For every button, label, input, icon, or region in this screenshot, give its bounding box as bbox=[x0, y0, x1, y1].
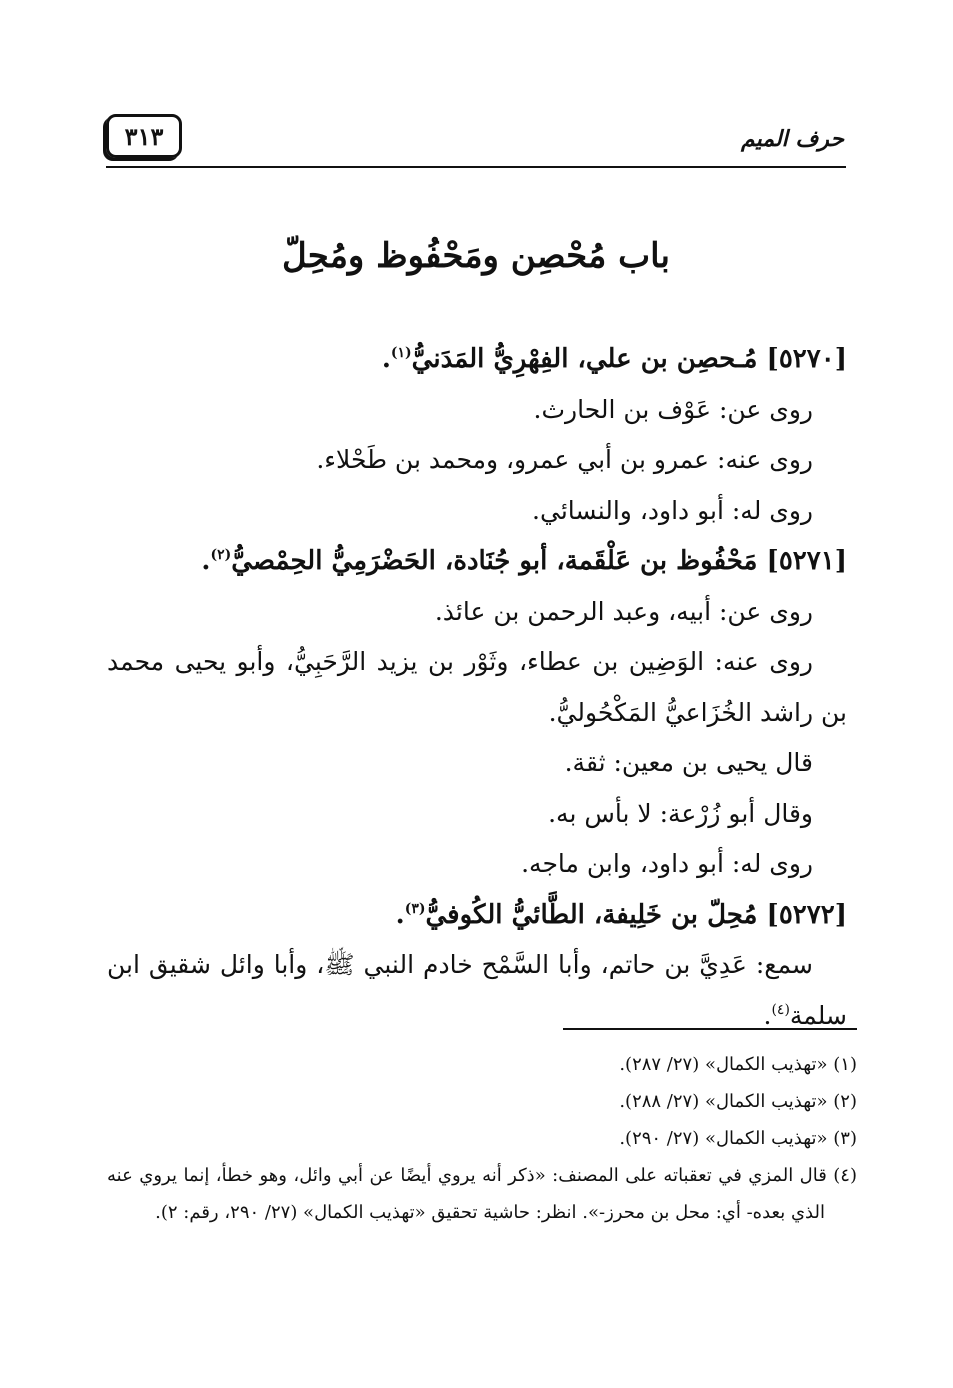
header-rule bbox=[106, 166, 846, 168]
entry-heading: [٥٢٧١] مَحْفُوظ بن عَلْقَمة، أبو جُنَادة، الحَضْرَمِيُّ الحِمْصيُّ$^{(٢)}$. bbox=[201, 546, 847, 576]
footnote-marker: (١) bbox=[390, 345, 412, 361]
footnote: (٢) «تهذيب الكمال» (٢٧/ ٢٨٨). bbox=[619, 1091, 857, 1112]
page-header bbox=[106, 112, 846, 166]
entry-paragraph-text: سمع: عَدِيَّ بن حاتم، وأبا السَّمْح خادم النبي ﷺ، وأبا وائل شقيق ابن سلمة bbox=[107, 950, 847, 1030]
footnote-marker: (٤) bbox=[771, 1001, 790, 1018]
chapter-title: باب مُحْصِن ومَحْفُوظ ومُحِلّ bbox=[282, 236, 670, 276]
footnote: (١) «تهذيب الكمال» (٢٧/ ٢٨٧). bbox=[619, 1054, 857, 1075]
entry-heading-text: [٥٢٧٠] مُـحصِن بن علي، الفِهْرِيُّ المَدَنيُّ bbox=[411, 344, 847, 374]
footnote: (٣) «تهذيب الكمال» (٢٧/ ٢٩٠). bbox=[619, 1128, 857, 1149]
entry-line: روى عن: أبيه، وعبد الرحمن بن عائذ. bbox=[434, 596, 813, 626]
entry-line: روى له: أبو داود، والنسائي. bbox=[532, 495, 813, 525]
entry-heading: [٥٢٧٢] مُحِلّ بن خَلِيفة، الطَّائيُّ الكُوفيُّ$^{(٣)}$. bbox=[395, 899, 847, 930]
main-text bbox=[107, 334, 847, 1041]
running-title: حرف الميم bbox=[740, 126, 844, 152]
entry-paragraph: روى عنه: الوَضِين بن عطاء، وثَوْر بن يزيد الرَّحَبِيُّ، وأبو يحيى محمد بن راشد الخُزَاعيُّ المَكْحُوليُّ. bbox=[107, 647, 847, 727]
footnote-marker: (٢) bbox=[210, 547, 232, 563]
footnote: (٤) قال المزي في تعقباته على المصنف: «ذكر أنه يروي أيضًا عن أبي وائل، وهو خطأ، إنما يروي عنه الذي بعده- أي: محل بن محرز-». انظر: حاشية تحقيق «تهذيب الكمال» (٢٧/ ٢٩٠، رقم: ٢). bbox=[107, 1165, 857, 1223]
footnote-marker: (٣) bbox=[404, 900, 426, 917]
entry-line: روى له: أبو داود، وابن ماجه. bbox=[521, 849, 813, 878]
entry-paragraph: سمع: عَدِيَّ بن حاتم، وأبا السَّمْح خادم النبي ﷺ، وأبا وائل شقيق ابن سلمة$^{(٤)}$. bbox=[107, 950, 847, 1030]
entry-line: وقال أبو زُرْعة: لا بأس به. bbox=[548, 798, 813, 828]
footnote-separator bbox=[563, 1028, 857, 1030]
entry-line: قال يحيى بن معين: ثقة. bbox=[564, 748, 813, 777]
entry-heading-text: [٥٢٧٢] مُحِلّ بن خَلِيفة، الطَّائيُّ الكُوفيُّ bbox=[425, 899, 847, 930]
entry-heading: [٥٢٧٠] مُـحصِن بن علي، الفِهْرِيُّ المَدَنيُّ$^{(١)}$. bbox=[381, 344, 847, 374]
entry-line: روى عن: عَوْف بن الحارث. bbox=[533, 394, 813, 424]
entry-heading-text: [٥٢٧١] مَحْفُوظ بن عَلْقَمة، أبو جُنَادة، الحَضْرَمِيُّ الحِمْصيُّ bbox=[231, 546, 847, 576]
entry-line: روى عنه: عمرو بن أبي عمرو، ومحمد بن طَحْلاء. bbox=[316, 445, 813, 474]
page-number: ٣١٣ bbox=[106, 114, 182, 158]
footnotes bbox=[107, 1046, 857, 1231]
